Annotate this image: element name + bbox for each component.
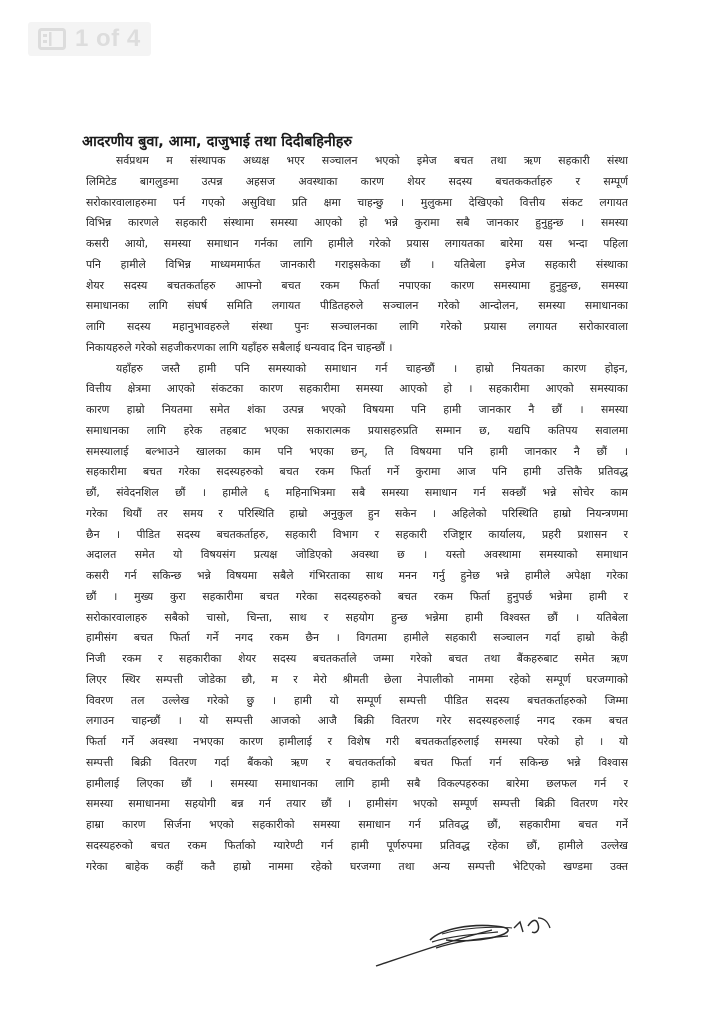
letter-line: कारण हाम्रो नियतमा समेत शंका उत्पन्न भएको विषयमा पनि हामी जानकार नै छौं । समस्या (86, 403, 628, 416)
letter-line: वित्तीय क्षेत्रमा आएको संकटका कारण सहकारीमा समस्या आएको हो । सहकारीमा आएको समस्याका (86, 382, 628, 396)
letter-line: सर्वप्रथम म संस्थापक अध्यक्ष भएर सञ्चालन भएको इमेज बचत तथा ऋण सहकारी संस्था (116, 154, 628, 167)
letter-line: लगाउन चाहन्छौं । यो सम्पत्ती आजको आजै बिक्री वितरण गरेर सदस्यहरुलाई नगद रकम बचत (86, 714, 628, 728)
letter-body (86, 151, 628, 877)
letter-line: गरेका बाहेक कहीं कतै हाम्रो नाममा रहेको घरजग्गा तथा अन्य सम्पत्ती भेटिएको खण्डमा उक्त (86, 859, 628, 873)
letter-line: विवरण तल उल्लेख गरेको छु । हामी यो सम्पूर्ण सम्पत्ती पीडित सदस्य बचतकर्ताहरुको जिम्मा (86, 693, 628, 707)
letter-line: पनि हामीले विभिन्न माध्यममार्फत जानकारी गराइसकेका छौं । यतिबेला इमेज सहकारी संस्थाका (86, 257, 628, 271)
letter-line: समाधानका लागि हरेक तहबाट भएका सकारात्मक प्रयासहरुप्रति सम्मान छ, यद्यपि कतिपय सवालमा (86, 423, 628, 437)
letter-line: निजी रकम र सहकारीका शेयर सदस्य बचतकर्ताले जम्मा गरेको बचत तथा बैंकहरुबाट समेत ऋण (86, 652, 628, 665)
letter-line: कसरी गर्न सकिन्छ भन्ने विषयमा सबैले गंभिरताका साथ मनन गर्नु हुनेछ भन्ने हामीले अपेक्षा गरेका (86, 569, 628, 582)
letter-line: समस्या समाधानमा सहयोगी बन्न गर्न तयार छौं । हामीसंग भएको सम्पूर्ण सम्पत्ती बिक्री वितरण गरेर (86, 797, 628, 811)
letter-salutation: आदरणीय बुवा, आमा, दाजुभाई तथा दिदीबहिनीहरु (82, 134, 353, 150)
page-count-label: 1 of 4 (75, 25, 141, 52)
pages-icon (38, 28, 66, 50)
letter-line: समाधानका लागि संघर्ष समिति लगायत पीडितहरुले सञ्चालन गरेको आन्दोलन, समस्या समाधानका (86, 299, 628, 313)
letter-line: लागि सदस्य महानुभावहरुले संस्था पुनः सञ्चालनका लागि गरेको प्रयास लगायत सरोकारवाला (86, 320, 628, 333)
letter-line: फिर्ता गर्ने अवस्था नभएका कारण हामीलाई र विशेष गरी बचतकर्ताहरुलाई समस्या परेको हो । यो (86, 735, 628, 748)
letter-line: हामीलाई लिएका छौं । समस्या समाधानका लागि हामी सबै विकल्पहरुका बारेमा छलफल गर्न र (86, 776, 628, 790)
letter-line: छौं, संवेदनशिल छौं । हामीले ६ महिनाभित्रमा सबै समस्या समाधान गर्न सक्छौं भन्ने सोचेर काम (86, 486, 628, 499)
letter-line: लिएर स्थिर सम्पत्ती जोडेका छौ, म र मेरो श्रीमती छेला नेपालीको नाममा रहेको सम्पूर्ण घरजग्गाको (86, 672, 628, 686)
letter-line: यहाँहरु जस्तै हामी पनि समस्याको समाधान गर्न चाहन्छौं । हाम्रो नियतका कारण होइन, (116, 361, 628, 375)
letter-line: लिमिटेड बागलुङमा उत्पन्न अहसज अवस्थाका कारण शेयर सदस्य बचतककर्ताहरु र सम्पूर्ण (86, 174, 628, 188)
letter-line: विभिन्न कारणले सहकारी संस्थामा समस्या आएको हो भन्ने कुरामा सबै जानकार हुनुहुन्छ । समस्या (86, 216, 628, 230)
letter-line: समस्यालाई बल्भाउने खालका काम पनि भएका छन्, ति विषयमा पनि हामी जानकार नै छौं । (86, 444, 628, 458)
page-indicator (28, 22, 151, 56)
letter-line: सम्पत्ती बिक्री वितरण गर्दा बैंकको ऋण र बचतकर्ताको बचत फिर्ता गर्न सकिन्छ भन्ने विश्वास (86, 755, 628, 769)
letter-line: सरोकारवालाहरु सबैको चासो, चिन्ता, साथ र सहयोग हुन्छ भन्नेमा हामी विश्वस्त छौं । यतिबेला (86, 610, 628, 624)
letter-line: छौं । मुख्य कुरा सहकारीमा बचत गरेका सदस्यहरुको बचत रकम फिर्ता हुनुपर्छ भन्नेमा हामी र (86, 589, 628, 603)
handwritten-signature (372, 906, 572, 980)
letter-line: हाम्रा कारण सिर्जना भएको सहकारीको समस्या समाधान गर्न प्रतिवद्ध छौं, सहकारीमा बचत गर्ने (86, 818, 628, 831)
letter-line: सरोकारवालाहरुमा पर्न गएको असुविधा प्रति क्षमा चाहन्छु । मुलुकमा देखिएको वित्तीय संकट लगायत (86, 195, 628, 209)
letter-line: शेयर सदस्य बचतकर्ताहरु आफ्नो बचत रकम फिर्ता नपाएका कारण समस्यामा हुनुहुन्छ, समस्या (86, 278, 628, 292)
letter-line: हामीसंग बचत फिर्ता गर्ने नगद रकम छैन । विगतमा हामीले सहकारी सञ्चालन गर्दा हाम्रो केही (86, 631, 628, 645)
letter-line: गरेका थियौं तर समय र परिस्थिति हाम्रो अनुकुल हुन सकेन । अहिलेको परिस्थिति हाम्रो नियन्त्रणमा (86, 506, 628, 520)
letter-line: सहकारीमा बचत गरेका सदस्यहरुको बचत रकम फिर्ता गर्ने कुरामा आज पनि हामी उत्तिकै प्रतिवद्ध (86, 465, 628, 479)
letter-line: निकायहरुले गरेको सहजीकरणका लागि यहाँहरु सबैलाई धन्यवाद दिन चाहन्छौं । (86, 340, 393, 354)
letter-line: कसरी आयो, समस्या समाधान गर्नका लागि हामीले गरेको प्रयास लगायतका बारेमा यस भन्दा पहिला (86, 237, 628, 250)
letter-line: अदालत समेत यो विषयसंग प्रत्यक्ष जोडिएको अवस्था छ । यस्तो अवस्थामा समस्याको समाधान (86, 548, 628, 562)
letter-line: छैन । पीडित सदस्य बचतकर्ताहरु, सहकारी विभाग र सहकारी रजिष्ट्रार कार्यालय, प्रहरी प्रशासन र (86, 527, 628, 541)
letter-line: सदस्यहरुको बचत रकम फिर्ताको ग्यारेण्टी गर्न हामी पूर्णरुपमा प्रतिवद्ध रहेका छौं, हामीले उल्लेख (86, 838, 628, 852)
